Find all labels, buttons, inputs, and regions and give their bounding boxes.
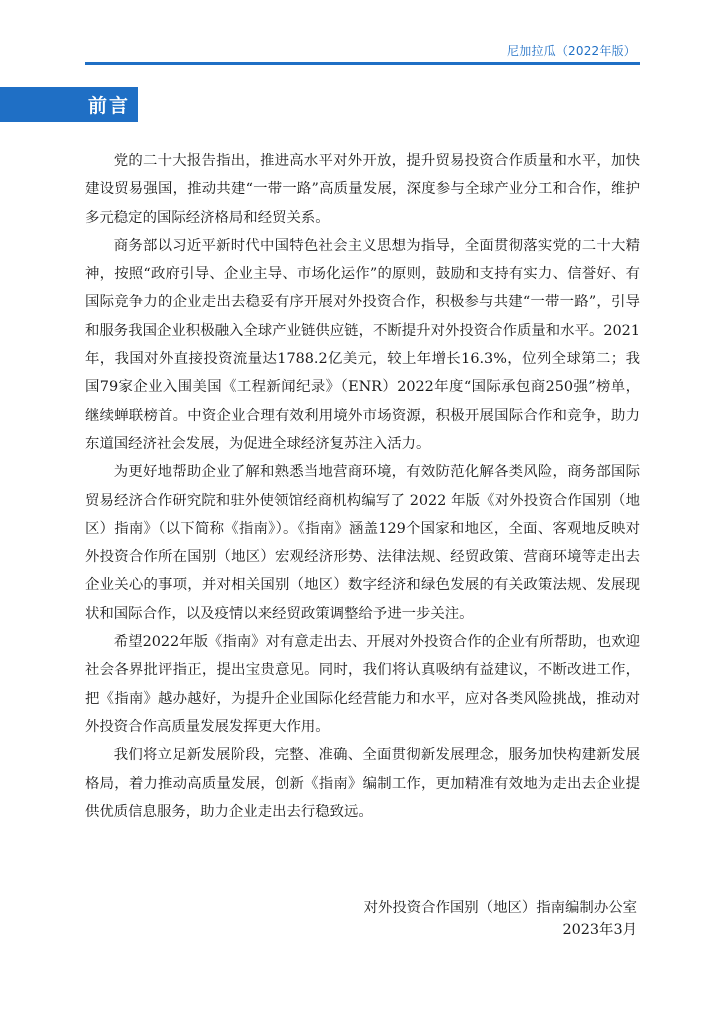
signoff-organization: 对外投资合作国别（地区）指南编制办公室 [363, 900, 637, 916]
preface-body [85, 147, 640, 826]
section-tab [0, 87, 138, 122]
signoff [364, 897, 637, 941]
paragraph-4: 希望2022年版《指南》对有意走出去、开展对外投资合作的企业有所帮助，也欢迎社会各界批评指正，提出宝贵意见。同时，我们将认真吸纳有益建议，不断改进工作，把《指南》越办越好，为提升企业国际化经营能力和水平，应对各类风险挑战，推动对外投资合作高质量发展发挥更大作用。 [85, 634, 640, 735]
section-title: 前言 [88, 95, 131, 117]
paragraph-2: 商务部以习近平新时代中国特色社会主义思想为指导，全面贯彻落实党的二十大精神，按照“政府引导、企业主导、市场化运作”的原则，鼓励和支持有实力、信誉好、有国际竞争力的企业走出去稳妥有序开展对外投资合作，积极参与共建“一带一路”，引导和服务我国企业积极融入全球产业链供应链，不断提升对外投资合作质量和水平。2021年，我国对外直接投资流量达1788.2亿美元，较上年增长16.3%，位列全球第二；我国79家企业入围美国《工程新闻纪录》（ENR）2022年度“国际承包商250强”榜单，继续蝉联榜首。中资企业合理有效利用境外市场资源，积极开展国际合作和竞争，助力东道国经济社会发展，为促进全球经济复苏注入活力。 [85, 237, 640, 452]
paragraph-5: 我们将立足新发展阶段，完整、准确、全面贯彻新发展理念，服务加快构建新发展格局，着力推动高质量发展，创新《指南》编制工作，更加精准有效地为走出去企业提供优质信息服务，助力企业走出去行稳致远。 [85, 747, 640, 820]
signoff-date: 2023年3月 [562, 922, 637, 938]
header-rule [85, 62, 640, 65]
running-header: 尼加拉瓜（2022年版） [507, 44, 636, 58]
paragraph-1: 党的二十大报告指出，推进高水平对外开放，提升贸易投资合作质量和水平，加快建设贸易强国，推动共建“一带一路”高质量发展，深度参与全球产业分工和合作，维护多元稳定的国际经济格局和经贸关系。 [85, 153, 640, 226]
paragraph-3: 为更好地帮助企业了解和熟悉当地营商环境，有效防范化解各类风险，商务部国际贸易经济合作研究院和驻外使领馆经商机构编写了 2022 年版《对外投资合作国别（地区）指南》（以下简称《指南》）。《指南》涵盖129个国家和地区，全面、客观地反映对外投资合作所在国别（地区）宏观经济形势、法律法规、经贸政策、营商环境等走出去企业关心的事项，并对相关国别（地区）数字经济和绿色发展的有关政策法规、发展现状和国际合作，以及疫情以来经贸政策调整给予进一步关注。 [85, 464, 640, 622]
